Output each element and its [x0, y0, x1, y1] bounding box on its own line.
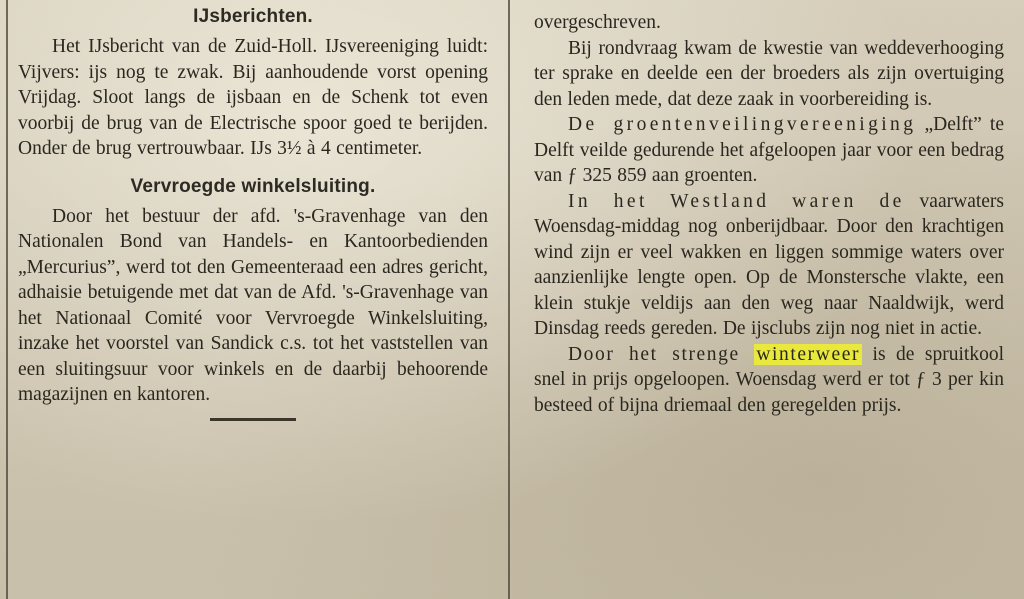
lead-in-winterweer: Door het strenge	[568, 343, 755, 365]
paragraph-winterweer-rest: is de spruitkool snel in prijs opgeloopen. Woensdag werd er tot ƒ 3 per kin besteed of bijna driemaal den geregelden prijs.	[534, 343, 1004, 416]
paragraph-groentenveiling-rest: „Delft” te Delft veilde gedurende het afgeloopen jaar voor een bedrag van ƒ 325 859 aan groenten.	[534, 114, 1004, 186]
paragraph-groentenveiling	[534, 112, 1004, 189]
highlighted-term-winterweer: winterweer	[756, 343, 861, 365]
paragraph-westland-rest: vaarwaters Woensdag-middag nog onberijdbaar. Door den krachtigen wind zijn er veel wakken en liggen sommige waters over aanzienlijke lengte open. Op de Monstersche vlakte, een klein stukje veldijs aan den weg naar Naaldwijk, werd Dinsdag reeds gereden. De ijsclubs zijn nog niet in actie.	[534, 190, 1005, 339]
paragraph-westland	[534, 189, 1004, 342]
paragraph-weddeverhooging: Bij rondvraag kwam de kwestie van weddeverhooging ter sprake en deelde een der broeders als zijn overtuiging den leden mede, dat deze zaak in voorbereiding is.	[534, 37, 1004, 110]
continued-line-overgeschreven: overgeschreven.	[534, 12, 661, 33]
article-headline-winkelsluiting: Vervroegde winkelsluiting.	[130, 175, 376, 197]
lead-in-groentenveiling: De groentenveilingvereeniging	[568, 114, 917, 135]
left-column	[0, 0, 510, 599]
article-gap	[18, 162, 488, 174]
article-body-ijsberichten: Het IJsbericht van de Zuid-Holl. IJsvereeniging luidt: Vijvers: ijs nog te zwak. Bij aanhoudende vorst opening Vrijdag. Sloot langs de ijsbaan en de Schenk tot even voorbij de brug van de Electrische spoor goed te berijden. Onder de brug vertrouwbaar. IJs 3½ à 4 centimeter.	[18, 36, 488, 159]
section-divider	[210, 418, 296, 421]
lead-in-westland: In het Westland waren de	[568, 190, 905, 212]
article-body-winkelsluiting: Door het bestuur der afd. 's-Gravenhage van den Nationalen Bond van Handels- en Kantoorbedienden „Mercurius”, werd tot den Gemeenteraad een adres gericht, adhaisie betuigende met dat van de Afd. 's-Gravenhage van het Nationaal Comité voor Vervroegde Winkelsluiting, inzake het voorstel van Sandick c.s. tot het vaststellen van een sluitingsuur voor winkels en de daarbij behoorende magazijnen en kantoren.	[18, 205, 488, 405]
right-column	[510, 0, 1024, 599]
clipped-text-top	[534, 0, 1004, 10]
paragraph-winterweer	[534, 342, 1004, 419]
article-headline-ijsberichten: IJsberichten.	[193, 6, 313, 27]
